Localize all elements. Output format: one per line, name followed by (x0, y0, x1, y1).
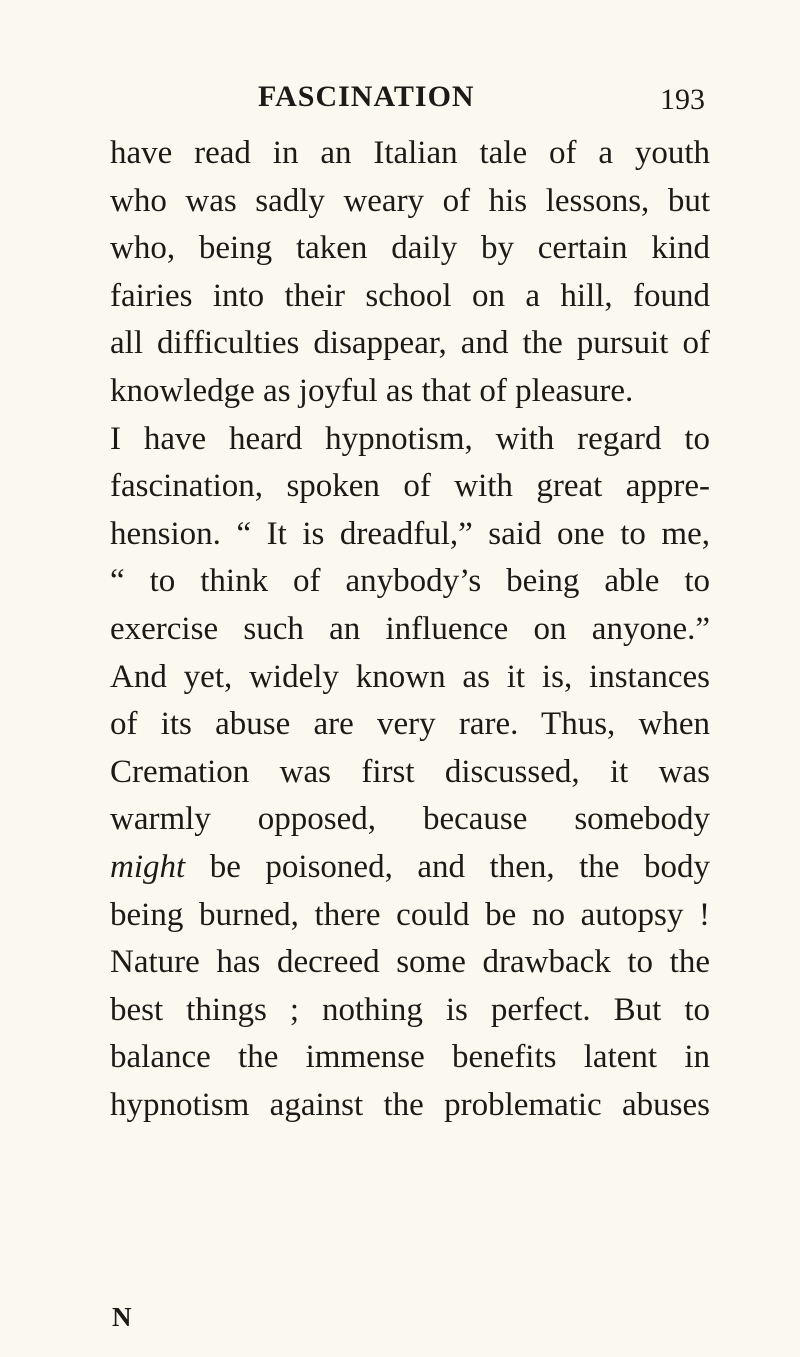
text-line: knowledge as joyful as that of pleasure. (110, 372, 634, 409)
text-line: warmly opposed, because somebody (110, 801, 710, 838)
text-line: being burned, there could be no autopsy ! (110, 896, 710, 933)
running-title: FASCINATION (258, 80, 475, 113)
text-line: Cremation was first discussed, it was (110, 753, 710, 790)
page-number: 193 (660, 83, 705, 116)
text-line: who was sadly weary of his lessons, but (110, 182, 710, 219)
text-line: And yet, widely known as it is, instances (110, 658, 710, 695)
text-line: who, being taken daily by certain kind (110, 230, 710, 267)
text-line: fascination, spoken of with great appre- (110, 468, 710, 505)
text-line: hypnotism against the problematic abuses (110, 1086, 710, 1123)
text-line: Nature has decreed some drawback to the (110, 944, 710, 981)
text-line: “ to think of anybody’s being able to (110, 563, 710, 600)
text-line: exercise such an influence on anyone.” (110, 610, 710, 647)
text-line: fairies into their school on a hill, found (110, 277, 710, 314)
text-line-with-italic (110, 844, 710, 892)
text-line: I have heard hypnotism, with regard to (110, 420, 710, 457)
text-line-remainder: be poisoned, and then, the body (209, 848, 710, 885)
body-text (110, 130, 710, 1129)
text-line: best things ; nothing is perfect. But to (110, 991, 710, 1028)
text-line: have read in an Italian tale of a youth (110, 135, 710, 171)
signature-mark: N (112, 1302, 132, 1332)
italic-word: might (110, 848, 186, 885)
text-line: balance the immense benefits latent in (110, 1039, 710, 1076)
text-line: of its abuse are very rare. Thus, when (110, 706, 710, 743)
text-line: hension. “ It is dreadful,” said one to me, (110, 515, 710, 552)
text-line: all difficulties disappear, and the pursuit of (110, 325, 710, 362)
